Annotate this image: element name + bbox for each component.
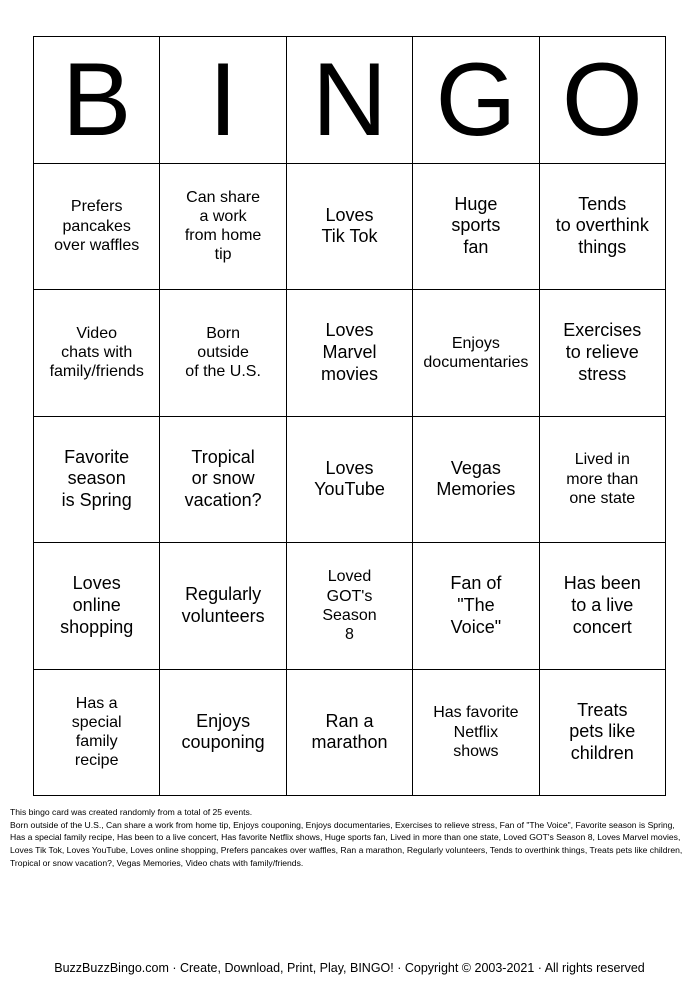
square-text: Favorite season is Spring xyxy=(61,446,132,511)
bingo-square xyxy=(540,164,666,291)
bingo-square xyxy=(160,417,286,544)
square-text: Loves YouTube xyxy=(314,457,385,500)
bingo-square xyxy=(34,543,160,670)
bingo-square xyxy=(540,417,666,544)
square-text: Fan of "The Voice" xyxy=(450,573,502,637)
header-letter: O xyxy=(561,41,643,158)
square-text: Tends to overthink things xyxy=(555,193,649,258)
bingo-square xyxy=(160,164,286,291)
square-text: Has favorite Netflix shows xyxy=(433,704,519,760)
square-text: Loves Marvel movies xyxy=(320,320,378,384)
square-text: Vegas Memories xyxy=(436,457,516,500)
card-notes xyxy=(10,806,690,870)
bingo-square xyxy=(540,670,666,797)
square-text: Regularly volunteers xyxy=(181,584,265,626)
bingo-header-b xyxy=(34,37,160,164)
bingo-square xyxy=(540,543,666,670)
square-text: Has been to a live concert xyxy=(563,573,641,637)
notes-intro: This bingo card was created randomly from a total of 25 events. xyxy=(10,807,253,817)
square-text: Can share a work from home tip xyxy=(184,188,262,264)
bingo-square xyxy=(160,543,286,670)
square-text: Loves Tik Tok xyxy=(321,204,378,247)
square-text: Enjoys couponing xyxy=(181,710,265,753)
header-letter: B xyxy=(62,41,132,158)
bingo-header-o xyxy=(540,37,666,164)
square-text: Loves online shopping xyxy=(60,573,134,637)
bingo-square xyxy=(34,417,160,544)
square-text: Exercises to relieve stress xyxy=(563,320,642,384)
square-text: Video chats with family/friends xyxy=(49,324,144,381)
notes-event-list: Born outside of the U.S., Can share a work from home tip, Enjoys couponing, Enjoys documentaries, Exercises to relieve stress, Fan of "The Voice", Favorite season is Spring, Has a special family recipe, Has been to a live concert, Has favorite Netflix shows, Huge sports fan, Lived in more than one state, Loved GOT's Season 8, Loves Marvel movies, Loves Tik Tok, Loves YouTube, Loves online shopping, Prefers pancakes over waffles, Ran a marathon, Regularly volunteers, Tends to overthink things, Treats pets like children, Tropical or snow vacation?, Vegas Memories, Video chats with family/friends. xyxy=(10,819,683,868)
square-text: Treats pets like children xyxy=(569,699,636,764)
bingo-header-n xyxy=(287,37,413,164)
square-text: Born outside of the U.S. xyxy=(185,324,261,381)
square-text: Lived in more than one state xyxy=(566,451,639,507)
bingo-square xyxy=(34,290,160,417)
square-text: Prefers pancakes over waffles xyxy=(54,198,140,254)
bingo-card xyxy=(33,36,666,796)
bingo-square xyxy=(413,543,539,670)
bingo-square xyxy=(540,290,666,417)
header-letter: I xyxy=(208,41,238,158)
bingo-square xyxy=(34,670,160,797)
bingo-square xyxy=(287,543,413,670)
site-footer: BuzzBuzzBingo.com · Create, Download, Print, Play, BINGO! · Copyright © 2003-2021 · All rights reserved xyxy=(54,961,645,975)
square-text: Has a special family recipe xyxy=(71,694,122,770)
bingo-square xyxy=(413,164,539,291)
header-letter: G xyxy=(435,41,517,158)
bingo-square xyxy=(287,290,413,417)
square-text: Enjoys documentaries xyxy=(423,334,529,371)
square-text: Huge sports fan xyxy=(451,193,501,258)
square-text: Tropical or snow vacation? xyxy=(184,446,262,511)
bingo-square xyxy=(287,670,413,797)
bingo-square xyxy=(160,670,286,797)
bingo-square xyxy=(413,290,539,417)
bingo-square xyxy=(34,164,160,291)
bingo-header-g xyxy=(413,37,539,164)
square-text: Ran a marathon xyxy=(311,710,388,753)
bingo-square xyxy=(413,670,539,797)
bingo-square xyxy=(413,417,539,544)
bingo-header-i xyxy=(160,37,286,164)
header-letter: N xyxy=(311,41,388,158)
bingo-square xyxy=(160,290,286,417)
bingo-square xyxy=(287,164,413,291)
square-text: Loved GOT's Season 8 xyxy=(322,568,377,643)
bingo-square xyxy=(287,417,413,544)
